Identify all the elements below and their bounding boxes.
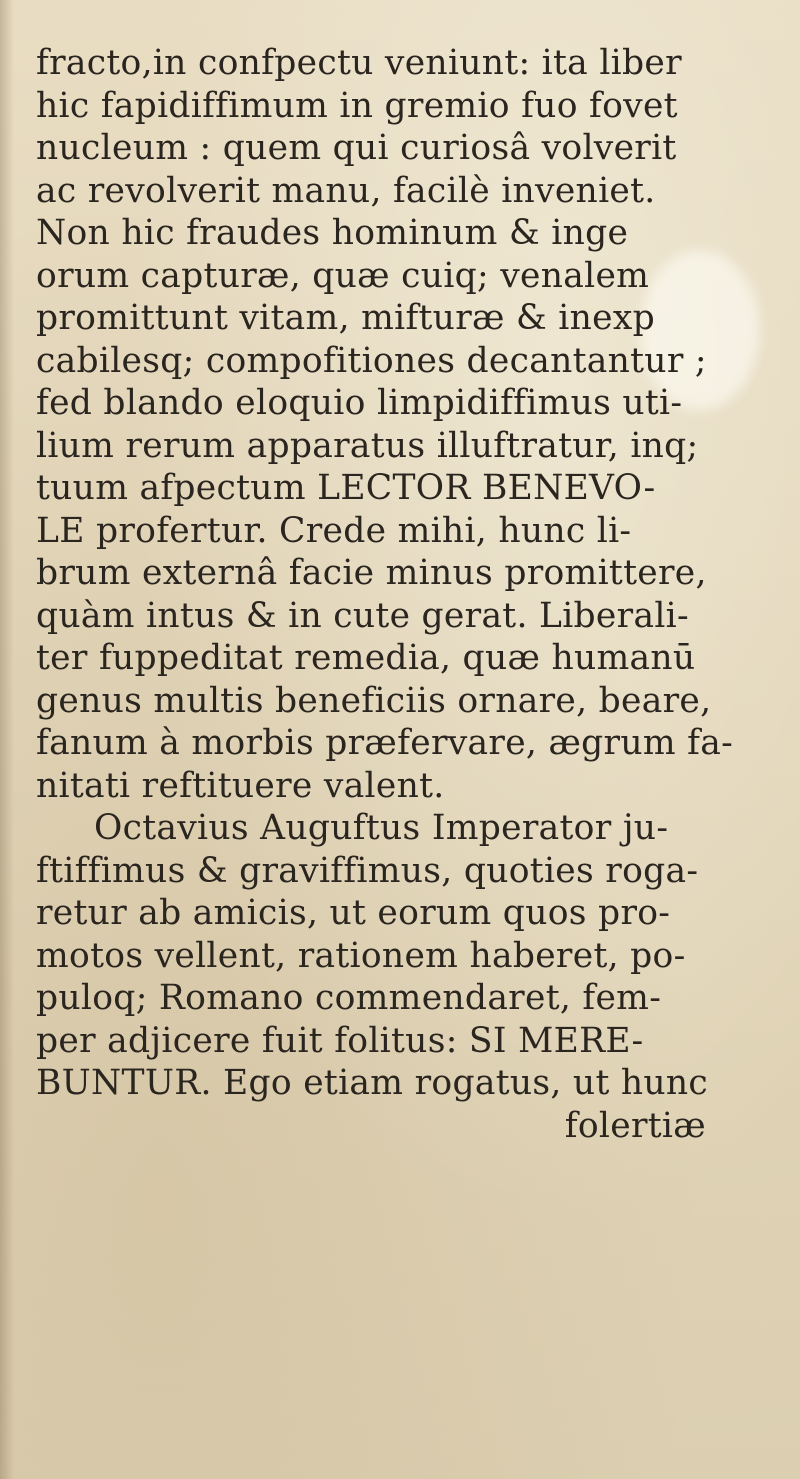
text-line: puloq; Romano commendaret, fem- [36, 978, 662, 1018]
text-line: retur ab amicis, ut eorum quos pro- [36, 893, 671, 933]
text-line: ter fuppeditat remedia, quæ humanū [36, 638, 696, 678]
text-line: tuum afpectum LECTOR BENEVO- [36, 468, 656, 508]
catchword: folertiæ [564, 1105, 706, 1146]
text-line: nucleum : quem qui curiosâ volverit [36, 128, 677, 168]
text-line: lium rerum apparatus illuftratur, inq; [36, 425, 699, 466]
text-line: motos vellent, rationem haberet, po- [36, 935, 686, 976]
text-block [36, 42, 734, 1147]
text-line: cabilesq; compofitiones decantantur ; [36, 340, 707, 381]
text-line: ftiffimus & graviffimus, quoties roga- [36, 850, 699, 891]
text-line: fanum à morbis præfervare, ægrum fa- [36, 723, 734, 763]
text-line: promittunt vitam, mifturæ & inexp [36, 298, 655, 338]
text-line: per adjicere fuit folitus: SI MERE- [36, 1020, 644, 1061]
text-line: ac revolverit manu, facilè inveniet. [36, 170, 656, 211]
text-line: fed blando eloquio limpidiffimus uti- [36, 383, 683, 423]
text-line: orum capturæ, quæ cuiq; venalem [36, 255, 650, 296]
text-line: hic fapidiffimum in gremio fuo fovet [36, 85, 678, 126]
text-line: quàm intus & in cute gerat. Liberali- [36, 595, 689, 636]
paragraph-first-line: Octavius Auguftus Imperator ju- [94, 808, 669, 848]
text-line: Non hic fraudes hominum & inge [36, 213, 629, 253]
text-line: BUNTUR. Ego etiam rogatus, ut hunc [36, 1063, 709, 1103]
text-line: nitati reftituere valent. [36, 765, 445, 806]
text-line: brum externâ facie minus promittere, [36, 553, 707, 593]
text-line: fracto,in confpectu veniunt: ita liber [36, 43, 682, 83]
text-line: LE profertur. Crede mihi, hunc li- [36, 510, 632, 551]
text-line: genus multis beneficiis ornare, beare, [36, 680, 712, 721]
page-edge-shadow [0, 0, 14, 1479]
